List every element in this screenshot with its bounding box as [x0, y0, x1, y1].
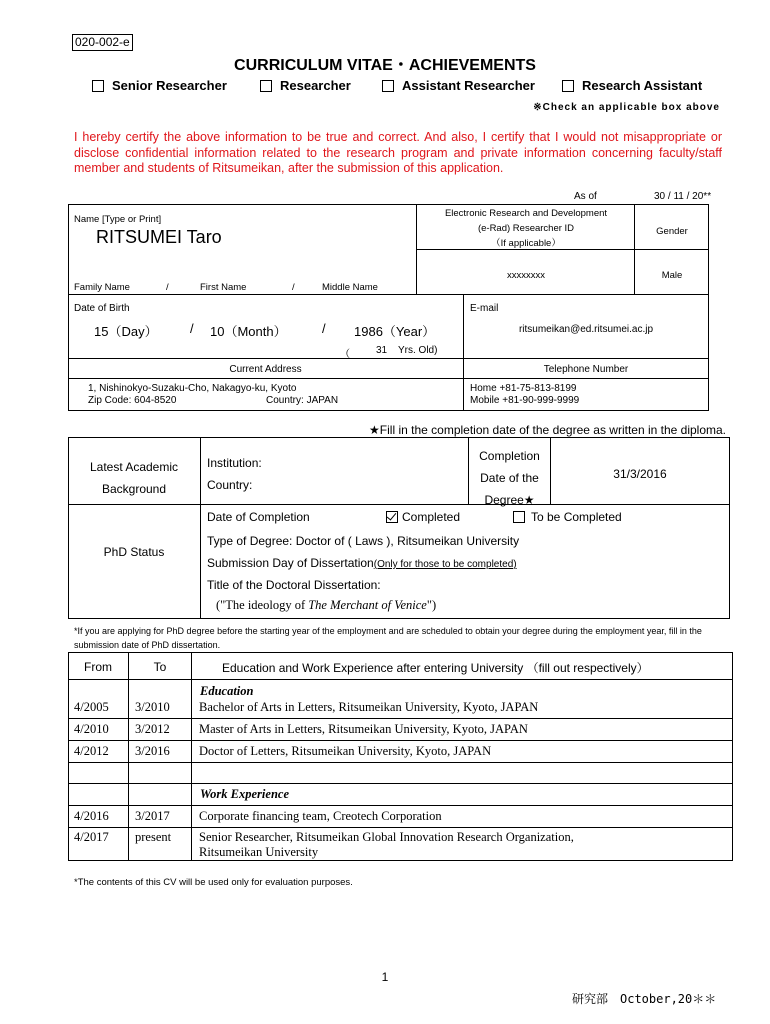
work-row-2-to[interactable]: present: [135, 830, 172, 844]
work-row-2-desc[interactable]: Senior Researcher, Ritsumeikan Global Innovation Research Organization, Ritsumeikan University: [199, 830, 574, 859]
age-unit: Yrs. Old): [398, 345, 438, 356]
position-label: Senior Researcher: [112, 78, 227, 93]
cv-note: *The contents of this CV will be used only for evaluation purposes.: [74, 877, 353, 888]
address-country[interactable]: Country: JAPAN: [266, 395, 339, 406]
fill-note: ★Fill in the completion date of the degree as written in the diploma.: [369, 423, 726, 437]
submission-day[interactable]: [207, 556, 517, 570]
age-value[interactable]: 31: [376, 345, 388, 356]
to-be-completed-option[interactable]: [513, 510, 622, 524]
education-row-1-desc[interactable]: Bachelor of Arts in Letters, Ritsumeikan University, Kyoto, JAPAN: [199, 700, 539, 714]
dob-separator: /: [322, 321, 326, 336]
work-row-1-from[interactable]: 4/2016: [74, 809, 109, 823]
education-row-1-from[interactable]: 4/2005: [74, 700, 109, 714]
gender-label: Gender: [656, 226, 688, 237]
to-be-completed-label: To be Completed: [531, 510, 622, 524]
checkbox-icon[interactable]: [260, 80, 272, 92]
work-row-1-desc[interactable]: Corporate financing team, Creotech Corporation: [199, 809, 442, 823]
checkbox-icon[interactable]: [513, 511, 525, 523]
to-header: To: [153, 660, 167, 674]
institution-label: Institution:: [207, 456, 262, 470]
dissertation-title[interactable]: [216, 598, 436, 613]
family-name-label: Family Name: [74, 282, 130, 293]
footer-stamp: 研究部 October,20＊＊: [572, 992, 717, 1006]
certification-text: I hereby certify the above information to be true and correct. And also, I certify that I would not misappropriate or disclose confidential information related to the research program and private information concerning faculty/staff member and students of Ritsumeikan, after the submission of this application.: [74, 130, 722, 175]
check-note: ※Check an applicable box above: [533, 102, 720, 113]
position-research-assistant[interactable]: [562, 78, 702, 93]
education-row-2-to[interactable]: 3/2012: [135, 722, 170, 736]
position-senior-researcher[interactable]: [92, 78, 227, 93]
phone-label: Telephone Number: [543, 364, 629, 375]
date-of-completion-label: Date of Completion: [207, 510, 310, 524]
email-value[interactable]: ritsumeikan@ed.ritsumei.ac.jp: [518, 324, 654, 335]
position-label: Researcher: [280, 78, 351, 93]
submission-note: (Only for those to be completed): [373, 559, 517, 570]
latest-academic-label: Latest Academic Background: [89, 460, 179, 496]
from-header: From: [84, 660, 112, 674]
dob-day[interactable]: 15（Day）: [94, 324, 158, 339]
name-value[interactable]: RITSUMEI Taro: [96, 227, 222, 247]
as-of-date: 30 / 11 / 20**: [654, 191, 712, 202]
education-row-1-to[interactable]: 3/2010: [135, 700, 170, 714]
as-of-label: As of: [574, 191, 597, 202]
phone-mobile[interactable]: Mobile +81-90-999-9999: [470, 395, 580, 406]
work-row-1-to[interactable]: 3/2017: [135, 809, 170, 823]
dissertation-title-start: ("The ideology of: [216, 598, 309, 612]
submission-label: Submission Day of Dissertation: [207, 556, 374, 570]
completion-date-value[interactable]: 31/3/2016: [613, 467, 667, 481]
address-line[interactable]: 1, Nishinokyo-Suzaku-Cho, Nakagyo-ku, Kyoto: [88, 383, 297, 394]
email-label: E-mail: [470, 303, 499, 314]
completed-label: Completed: [402, 510, 461, 524]
work-row-2-from[interactable]: 4/2017: [74, 830, 109, 844]
erad-label: Electronic Research and Development (e-Rad) Researcher ID （If applicable）: [444, 208, 608, 249]
checkbox-icon[interactable]: [382, 80, 394, 92]
education-heading: Education: [200, 684, 254, 698]
education-row-2-desc[interactable]: Master of Arts in Letters, Ritsumeikan University, Kyoto, JAPAN: [199, 722, 528, 736]
checkbox-icon[interactable]: [92, 80, 104, 92]
experience-header: Education and Work Experience after entering University （fill out respectively）: [222, 661, 649, 675]
education-row-3-to[interactable]: 3/2016: [135, 744, 170, 758]
name-separator: /: [166, 282, 169, 293]
checked-checkbox-icon[interactable]: [386, 511, 398, 523]
page-title: CURRICULUM VITAE・ACHIEVEMENTS: [234, 57, 536, 74]
age-open: （: [340, 349, 350, 360]
phd-status-label: PhD Status: [103, 545, 165, 559]
completed-option[interactable]: [386, 510, 460, 524]
education-row-2-from[interactable]: 4/2010: [74, 722, 109, 736]
position-label: Research Assistant: [582, 78, 703, 93]
name-separator: /: [292, 282, 295, 293]
middle-name-label: Middle Name: [322, 282, 378, 293]
education-row-3-from[interactable]: 4/2012: [74, 744, 109, 758]
gender-value[interactable]: Male: [661, 270, 683, 281]
form-code: 020-002-e: [72, 34, 133, 51]
work-heading: Work Experience: [200, 787, 289, 801]
zip-code[interactable]: Zip Code: 604-8520: [88, 395, 177, 406]
erad-id-value[interactable]: xxxxxxxx: [507, 270, 545, 281]
dissertation-title-end: "): [426, 598, 437, 612]
dob-year[interactable]: 1986（Year）: [354, 324, 436, 339]
checkbox-icon[interactable]: [562, 80, 574, 92]
degree-type[interactable]: Type of Degree: Doctor of ( Laws ), Ritsumeikan University: [207, 534, 520, 548]
position-label: Assistant Researcher: [402, 78, 535, 93]
page-number: 1: [381, 970, 389, 984]
dob-month[interactable]: 10（Month）: [210, 324, 287, 339]
position-researcher[interactable]: [260, 78, 351, 93]
education-row-3-desc[interactable]: Doctor of Letters, Ritsumeikan University, Kyoto, JAPAN: [199, 744, 492, 758]
name-label: Name [Type or Print]: [74, 214, 162, 225]
dob-label: Date of Birth: [74, 303, 130, 314]
phd-note: *If you are applying for PhD degree before the starting year of the employment and are scheduled to obtain your degree during the employment year, fill in the submission date of PhD dissertation.: [74, 626, 702, 650]
completion-date-label: Completion Date of the Degree★: [479, 449, 540, 507]
position-assistant-researcher[interactable]: [382, 78, 535, 93]
country-label: Country:: [207, 478, 253, 492]
phone-home[interactable]: Home +81-75-813-8199: [470, 383, 577, 394]
first-name-label: First Name: [200, 282, 247, 293]
address-label: Current Address: [229, 364, 302, 375]
dissertation-title-italic: The Merchant of Venice: [308, 598, 427, 612]
dissertation-label: Title of the Doctoral Dissertation:: [207, 578, 381, 592]
dob-separator: /: [190, 321, 194, 336]
